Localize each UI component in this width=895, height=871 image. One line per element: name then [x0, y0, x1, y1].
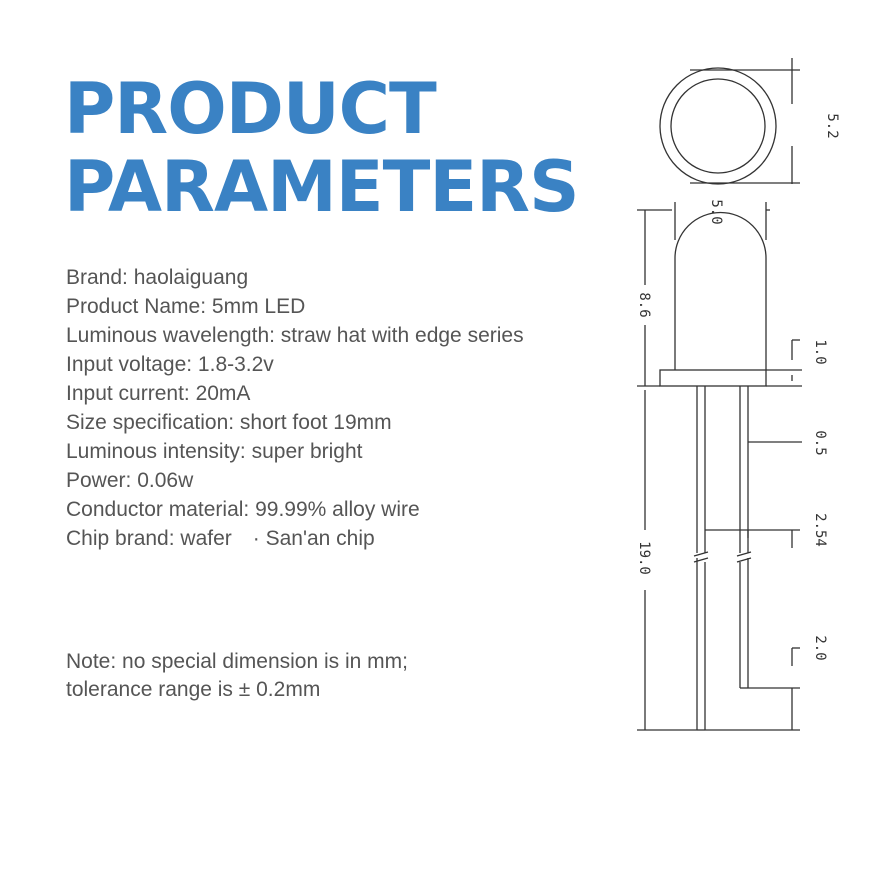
led-top-view	[660, 58, 800, 184]
right-dimension-lines	[705, 340, 802, 730]
dim-label-lead-offset: 2.0	[812, 635, 828, 661]
dim-label-top-view-width: 5.2	[824, 113, 840, 139]
led-leads	[694, 386, 751, 730]
note-line-2: tolerance range is ± 0.2mm	[66, 678, 321, 701]
param-conductor-material: Conductor material: 99.99% alloy wire	[66, 498, 420, 521]
dim-label-body-height: 8.6	[636, 292, 652, 318]
note-line-1: Note: no special dimension is in mm;	[66, 650, 408, 673]
param-power: Power: 0.06w	[66, 469, 194, 492]
lens-width-dimension-lines	[637, 202, 770, 240]
param-size-specification: Size specification: short foot 19mm	[66, 411, 392, 434]
param-luminous-wavelength: Luminous wavelength: straw hat with edge series	[66, 324, 524, 347]
param-product-name: Product Name: 5mm LED	[66, 295, 306, 318]
param-input-current: Input current: 20mA	[66, 382, 251, 405]
led-body	[660, 213, 766, 386]
param-chip-brand: Chip brand: wafer · San'an chip	[66, 527, 375, 550]
heading-line-1: PRODUCT	[64, 68, 436, 150]
dim-label-flange-height: 1.0	[812, 339, 828, 365]
heading-line-2: PARAMETERS	[64, 146, 579, 228]
dim-label-lead-width: 0.5	[812, 430, 828, 456]
param-brand: Brand: haolaiguang	[66, 266, 249, 289]
dim-label-lens-diameter: 5.0	[708, 199, 724, 225]
param-luminous-intensity: Luminous intensity: super bright	[66, 440, 363, 463]
dim-label-lead-spacing: 2.54	[812, 513, 828, 547]
param-input-voltage: Input voltage: 1.8-3.2v	[66, 353, 274, 376]
dim-label-lead-length: 19.0	[636, 541, 652, 575]
